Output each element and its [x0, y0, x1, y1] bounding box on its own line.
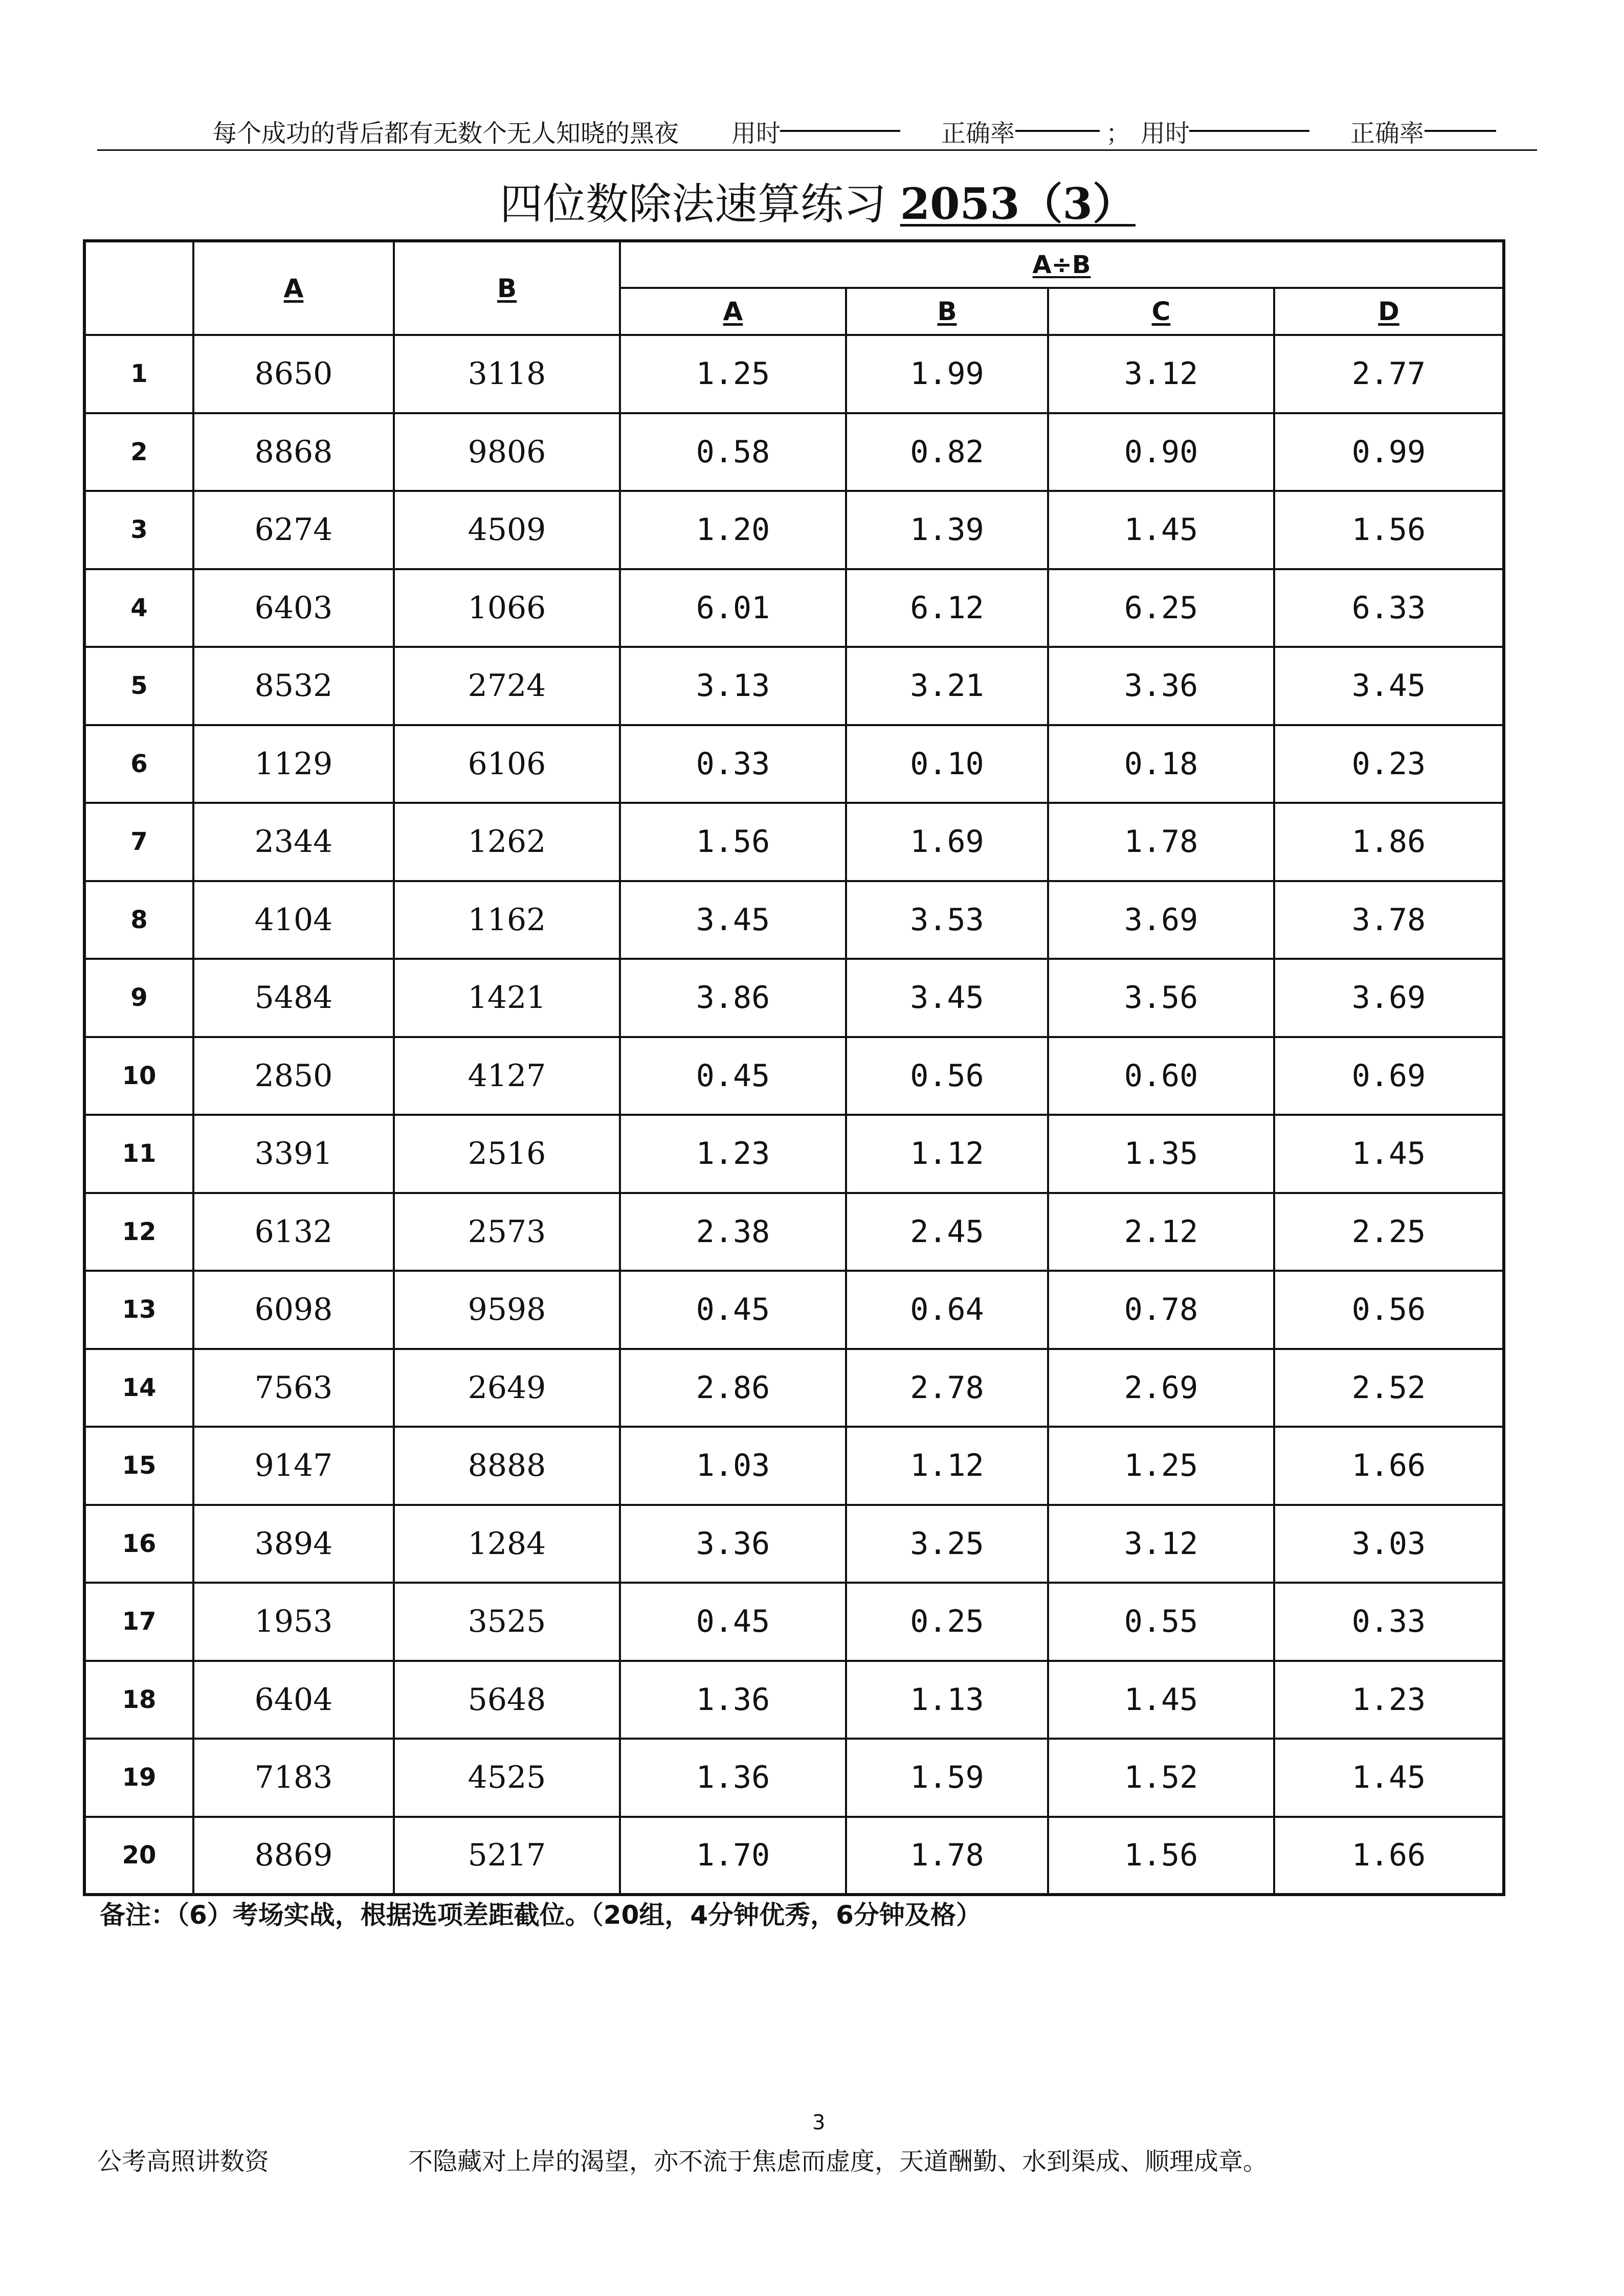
- dividend-cell: 6274: [193, 491, 394, 569]
- header-col-b: B: [394, 241, 620, 335]
- option-a-cell[interactable]: 3.45: [620, 881, 846, 959]
- dividend-cell: 3391: [193, 1115, 394, 1193]
- table-row: [84, 1037, 1504, 1115]
- row-index: 6: [84, 725, 193, 803]
- accuracy-label-2: 正确率: [1350, 119, 1425, 148]
- dividend-cell: 3894: [193, 1505, 394, 1583]
- option-d-cell[interactable]: 1.23: [1274, 1661, 1504, 1739]
- dividend-cell: 6132: [193, 1193, 394, 1271]
- divisor-cell: 8888: [394, 1427, 620, 1505]
- option-b-cell[interactable]: 2.45: [846, 1193, 1048, 1271]
- divisor-cell: 2573: [394, 1193, 620, 1271]
- option-d-cell[interactable]: 0.99: [1274, 413, 1504, 491]
- footer-left-text: 公考高照讲数资: [97, 2147, 270, 2176]
- divisor-cell: 1066: [394, 569, 620, 647]
- header-separator: ；: [1106, 119, 1131, 148]
- table-row: [84, 1661, 1504, 1739]
- divisor-cell: 3525: [394, 1583, 620, 1661]
- note-text: 备注：（6）考场实战，根据选项差距截位。（20组，4分钟优秀，6分钟及格）: [100, 1900, 982, 1930]
- row-index: 12: [84, 1193, 193, 1271]
- option-b-cell[interactable]: 6.12: [846, 569, 1048, 647]
- row-index: 5: [84, 647, 193, 725]
- option-c-cell[interactable]: 1.56: [1048, 1817, 1274, 1895]
- table-row: [84, 959, 1504, 1037]
- accuracy-label-1: 正确率: [941, 119, 1015, 148]
- table-row: [84, 803, 1504, 881]
- option-a-cell[interactable]: 0.33: [620, 725, 846, 803]
- option-c-cell[interactable]: 3.36: [1048, 647, 1274, 725]
- option-b-cell[interactable]: 1.12: [846, 1427, 1048, 1505]
- row-index: 1: [84, 335, 193, 413]
- dividend-cell: 1953: [193, 1583, 394, 1661]
- divisor-cell: 1421: [394, 959, 620, 1037]
- divisor-cell: 4509: [394, 491, 620, 569]
- option-d-cell[interactable]: 3.45: [1274, 647, 1504, 725]
- divisor-cell: 3118: [394, 335, 620, 413]
- row-index: 3: [84, 491, 193, 569]
- dividend-cell: 5484: [193, 959, 394, 1037]
- row-index: 8: [84, 881, 193, 959]
- option-a-cell[interactable]: 3.36: [620, 1505, 846, 1583]
- table-row: [84, 413, 1504, 491]
- option-d-cell[interactable]: 0.23: [1274, 725, 1504, 803]
- row-index: 4: [84, 569, 193, 647]
- option-c-cell[interactable]: 6.25: [1048, 569, 1274, 647]
- row-index: 7: [84, 803, 193, 881]
- option-d-cell[interactable]: 1.86: [1274, 803, 1504, 881]
- table-row: [84, 1817, 1504, 1895]
- option-a-cell[interactable]: 3.13: [620, 647, 846, 725]
- option-b-cell[interactable]: 0.82: [846, 413, 1048, 491]
- dividend-cell: 2850: [193, 1037, 394, 1115]
- table-row: [84, 1505, 1504, 1583]
- option-a-cell[interactable]: 1.20: [620, 491, 846, 569]
- divisor-cell: 2649: [394, 1349, 620, 1427]
- header-option-b: B: [846, 288, 1048, 335]
- footer-right-text: 不隐藏对上岸的渴望，亦不流于焦虑而虚度，天道酬勤、水到渠成、顺理成章。: [408, 2147, 1268, 2176]
- dividend-cell: 6403: [193, 569, 394, 647]
- dividend-cell: 4104: [193, 881, 394, 959]
- divisor-cell: 9598: [394, 1271, 620, 1349]
- time-label-1: 用时: [731, 119, 781, 148]
- option-c-cell[interactable]: 1.78: [1048, 803, 1274, 881]
- option-a-cell[interactable]: 1.70: [620, 1817, 846, 1895]
- option-d-cell[interactable]: 1.66: [1274, 1427, 1504, 1505]
- option-a-cell[interactable]: 0.45: [620, 1271, 846, 1349]
- option-c-cell[interactable]: 2.69: [1048, 1349, 1274, 1427]
- option-d-cell[interactable]: 2.77: [1274, 335, 1504, 413]
- title-number: 2053（3）: [900, 178, 1136, 229]
- divisor-cell: 1162: [394, 881, 620, 959]
- option-c-cell[interactable]: 2.12: [1048, 1193, 1274, 1271]
- dividend-cell: 7183: [193, 1739, 394, 1817]
- option-c-cell[interactable]: 0.78: [1048, 1271, 1274, 1349]
- divisor-cell: 5648: [394, 1661, 620, 1739]
- table-row: [84, 1115, 1504, 1193]
- option-b-cell[interactable]: 0.64: [846, 1271, 1048, 1349]
- row-index: 18: [84, 1661, 193, 1739]
- table-body: [84, 335, 1504, 1895]
- row-index: 14: [84, 1349, 193, 1427]
- table-row: [84, 491, 1504, 569]
- divisor-cell: 1284: [394, 1505, 620, 1583]
- dividend-cell: 8869: [193, 1817, 394, 1895]
- option-c-cell[interactable]: 1.45: [1048, 491, 1274, 569]
- option-a-cell[interactable]: 1.36: [620, 1661, 846, 1739]
- option-b-cell[interactable]: 1.69: [846, 803, 1048, 881]
- option-a-cell[interactable]: 3.86: [620, 959, 846, 1037]
- header-motto: 每个成功的背后都有无数个无人知晓的黑夜: [212, 119, 679, 148]
- accuracy-blank-2[interactable]: [1425, 109, 1496, 138]
- option-a-cell[interactable]: 0.45: [620, 1037, 846, 1115]
- option-b-cell[interactable]: 3.25: [846, 1505, 1048, 1583]
- table-row: [84, 1427, 1504, 1505]
- dividend-cell: 9147: [193, 1427, 394, 1505]
- row-index: 9: [84, 959, 193, 1037]
- table-row: [84, 1739, 1504, 1817]
- divisor-cell: 4127: [394, 1037, 620, 1115]
- option-b-cell[interactable]: 1.78: [846, 1817, 1048, 1895]
- dividend-cell: 6098: [193, 1271, 394, 1349]
- option-b-cell[interactable]: 1.12: [846, 1115, 1048, 1193]
- option-b-cell[interactable]: 1.13: [846, 1661, 1048, 1739]
- option-d-cell[interactable]: 1.66: [1274, 1817, 1504, 1895]
- page-number: 3: [812, 2111, 826, 2134]
- time-label-2: 用时: [1141, 119, 1190, 148]
- divisor-cell: 5217: [394, 1817, 620, 1895]
- title-text: 四位数除法速算练习: [500, 179, 887, 229]
- table-row: [84, 1193, 1504, 1271]
- option-b-cell[interactable]: 2.78: [846, 1349, 1048, 1427]
- option-d-cell[interactable]: 6.33: [1274, 569, 1504, 647]
- option-c-cell[interactable]: 0.90: [1048, 413, 1274, 491]
- divisor-cell: 1262: [394, 803, 620, 881]
- header-index-cell: [84, 241, 193, 335]
- option-b-cell[interactable]: 0.25: [846, 1583, 1048, 1661]
- dividend-cell: 2344: [193, 803, 394, 881]
- option-c-cell[interactable]: 1.45: [1048, 1661, 1274, 1739]
- option-b-cell[interactable]: 3.53: [846, 881, 1048, 959]
- header-option-c: C: [1048, 288, 1274, 335]
- page-header: [97, 114, 1534, 154]
- table-row: [84, 335, 1504, 413]
- option-d-cell[interactable]: 1.56: [1274, 491, 1504, 569]
- option-c-cell[interactable]: 3.12: [1048, 335, 1274, 413]
- option-c-cell[interactable]: 0.60: [1048, 1037, 1274, 1115]
- divisor-cell: 2724: [394, 647, 620, 725]
- table-row: [84, 1271, 1504, 1349]
- divisor-cell: 6106: [394, 725, 620, 803]
- option-a-cell[interactable]: 1.36: [620, 1739, 846, 1817]
- option-a-cell[interactable]: 1.56: [620, 803, 846, 881]
- option-b-cell[interactable]: 3.45: [846, 959, 1048, 1037]
- option-d-cell[interactable]: 3.78: [1274, 881, 1504, 959]
- dividend-cell: 1129: [193, 725, 394, 803]
- row-index: 2: [84, 413, 193, 491]
- option-c-cell[interactable]: 1.25: [1048, 1427, 1274, 1505]
- time-blank-2[interactable]: [1189, 109, 1309, 138]
- option-c-cell[interactable]: 1.52: [1048, 1739, 1274, 1817]
- option-d-cell[interactable]: 0.33: [1274, 1583, 1504, 1661]
- table-row: [84, 1583, 1504, 1661]
- option-a-cell[interactable]: 6.01: [620, 569, 846, 647]
- option-c-cell[interactable]: 3.69: [1048, 881, 1274, 959]
- table-row: [84, 725, 1504, 803]
- divisor-cell: 4525: [394, 1739, 620, 1817]
- option-a-cell[interactable]: 1.25: [620, 335, 846, 413]
- option-b-cell[interactable]: 3.21: [846, 647, 1048, 725]
- row-index: 15: [84, 1427, 193, 1505]
- option-c-cell[interactable]: 1.35: [1048, 1115, 1274, 1193]
- table-row: [84, 569, 1504, 647]
- header-group-quotient: A÷B: [620, 241, 1504, 288]
- table-row: [84, 1349, 1504, 1427]
- option-a-cell[interactable]: 2.86: [620, 1349, 846, 1427]
- option-b-cell[interactable]: 0.10: [846, 725, 1048, 803]
- option-a-cell[interactable]: 0.58: [620, 413, 846, 491]
- option-d-cell[interactable]: 1.45: [1274, 1115, 1504, 1193]
- dividend-cell: 8532: [193, 647, 394, 725]
- dividend-cell: 6404: [193, 1661, 394, 1739]
- exercise-table: [83, 239, 1505, 1896]
- dividend-cell: 8868: [193, 413, 394, 491]
- option-b-cell[interactable]: 1.39: [846, 491, 1048, 569]
- option-c-cell[interactable]: 3.56: [1048, 959, 1274, 1037]
- row-index: 11: [84, 1115, 193, 1193]
- option-c-cell[interactable]: 0.55: [1048, 1583, 1274, 1661]
- option-b-cell[interactable]: 0.56: [846, 1037, 1048, 1115]
- option-a-cell[interactable]: 0.45: [620, 1583, 846, 1661]
- option-a-cell[interactable]: 1.23: [620, 1115, 846, 1193]
- table-row: [84, 647, 1504, 725]
- header-option-d: D: [1274, 288, 1504, 335]
- row-index: 17: [84, 1583, 193, 1661]
- option-d-cell[interactable]: 2.52: [1274, 1349, 1504, 1427]
- option-a-cell[interactable]: 2.38: [620, 1193, 846, 1271]
- time-blank-1[interactable]: [780, 109, 900, 138]
- option-d-cell[interactable]: 0.56: [1274, 1271, 1504, 1349]
- row-index: 19: [84, 1739, 193, 1817]
- option-b-cell[interactable]: 1.59: [846, 1739, 1048, 1817]
- option-d-cell[interactable]: 1.45: [1274, 1739, 1504, 1817]
- option-b-cell[interactable]: 1.99: [846, 335, 1048, 413]
- option-d-cell[interactable]: 2.25: [1274, 1193, 1504, 1271]
- option-a-cell[interactable]: 1.03: [620, 1427, 846, 1505]
- option-d-cell[interactable]: 3.03: [1274, 1505, 1504, 1583]
- row-index: 20: [84, 1817, 193, 1895]
- page-title: [0, 170, 1624, 232]
- dividend-cell: 8650: [193, 335, 394, 413]
- header-option-a: A: [620, 288, 846, 335]
- option-d-cell[interactable]: 0.69: [1274, 1037, 1504, 1115]
- header-rule: [97, 149, 1537, 151]
- table-row: [84, 881, 1504, 959]
- divisor-cell: 2516: [394, 1115, 620, 1193]
- option-d-cell[interactable]: 3.69: [1274, 959, 1504, 1037]
- dividend-cell: 7563: [193, 1349, 394, 1427]
- option-c-cell[interactable]: 3.12: [1048, 1505, 1274, 1583]
- row-index: 13: [84, 1271, 193, 1349]
- divisor-cell: 9806: [394, 413, 620, 491]
- row-index: 16: [84, 1505, 193, 1583]
- header-col-a: A: [193, 241, 394, 335]
- option-c-cell[interactable]: 0.18: [1048, 725, 1274, 803]
- row-index: 10: [84, 1037, 193, 1115]
- accuracy-blank-1[interactable]: [1015, 109, 1100, 138]
